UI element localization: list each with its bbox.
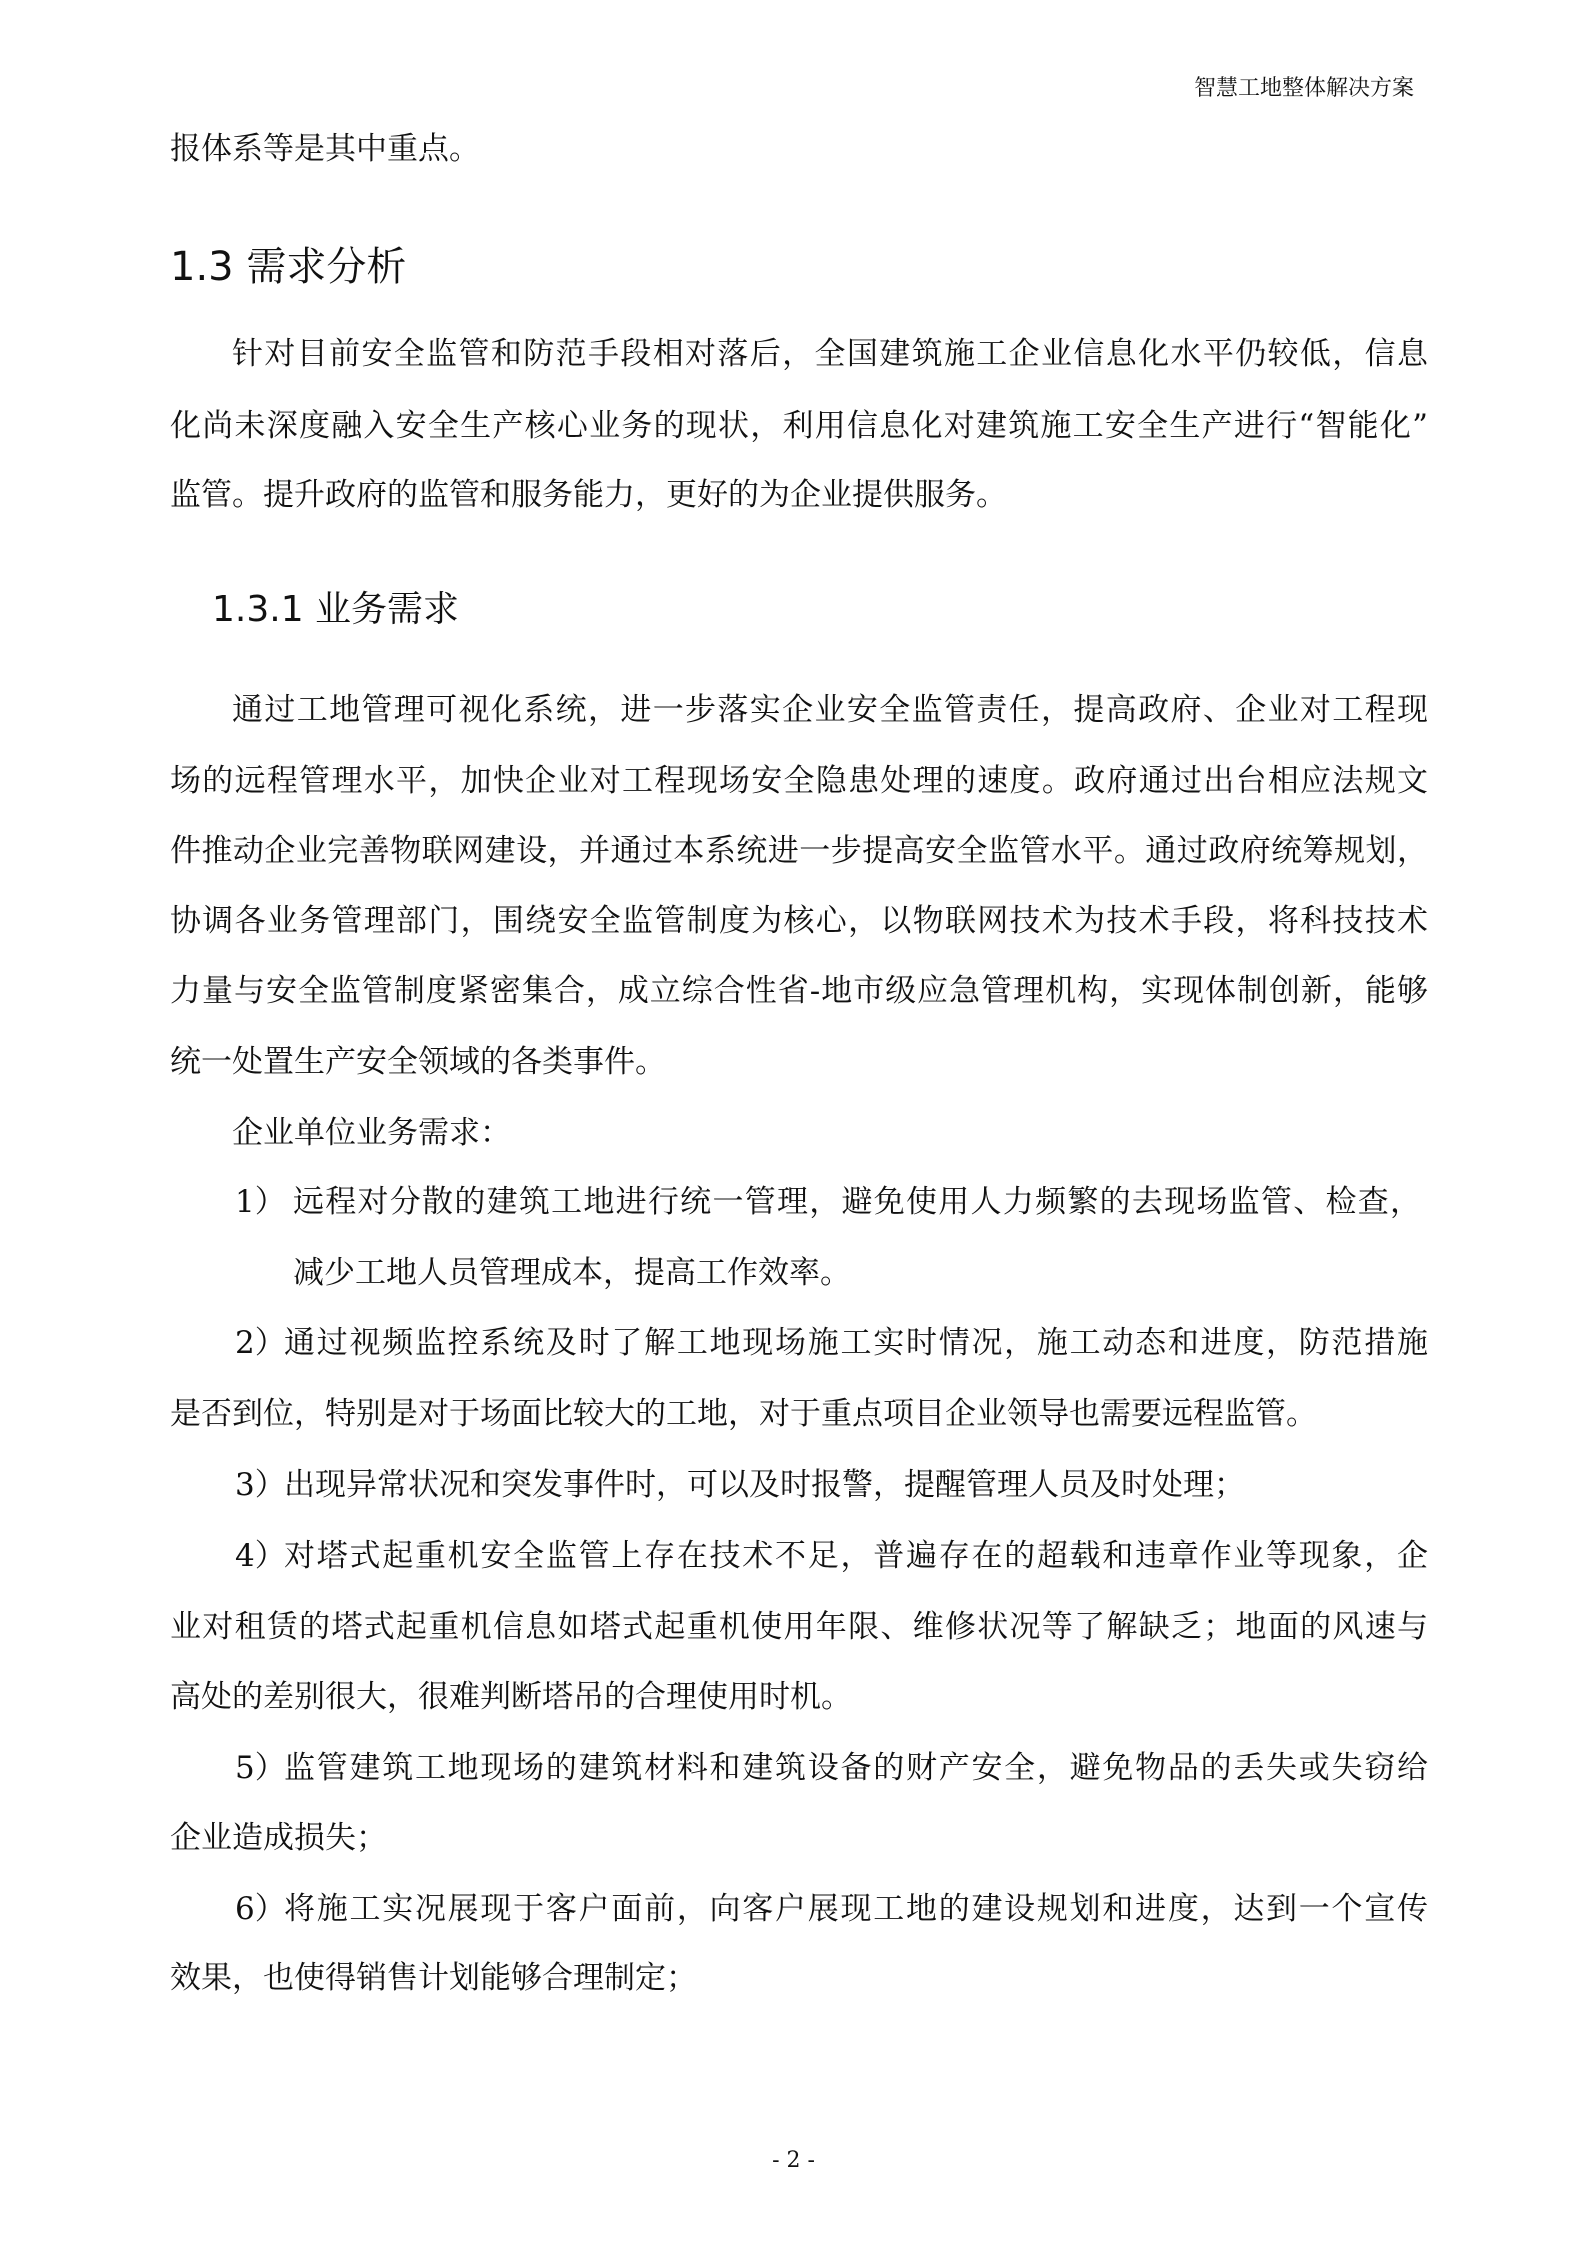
body-line: 监管。提升政府的监管和服务能力，更好的为企业提供服务。 (170, 477, 1007, 513)
list-item-line: 通过视频监控系统及时了解工地现场施工实时情况，施工动态和进度，防范措施 (284, 1325, 1428, 1361)
body-line: 化尚未深度融入安全生产核心业务的现状，利用信息化对建筑施工安全生产进行“智能化” (170, 408, 1428, 444)
list-item-line: 出现异常状况和突发事件时，可以及时报警，提醒管理人员及时处理； (284, 1467, 1245, 1503)
body-line: 协调各业务管理部门，围绕安全监管制度为核心，以物联网技术为技术手段，将科技技术 (170, 903, 1428, 939)
list-item-line: 减少工地人员管理成本，提高工作效率。 (293, 1255, 851, 1291)
list-item-line: 高处的差别很大，很难判断塔吊的合理使用时机。 (170, 1679, 852, 1715)
list-item-line: 企业造成损失； (170, 1820, 387, 1856)
body-line: 力量与安全监管制度紧密集合，成立综合性省-地市级应急管理机构，实现体制创新，能够 (170, 973, 1428, 1009)
list-title: 企业单位业务需求： (232, 1115, 511, 1151)
body-text: 报体系等是其中重点。 (170, 131, 480, 167)
list-item-line: 业对租赁的塔式起重机信息如塔式起重机使用年限、维修状况等了解缺乏；地面的风速与 (170, 1609, 1428, 1645)
body-line: 针对目前安全监管和防范手段相对落后，全国建筑施工企业信息化水平仍较低，信息 (232, 336, 1428, 372)
section-heading-1-3-1: 1.3.1 业务需求 (212, 589, 460, 630)
list-item-line: 将施工实况展现于客户面前，向客户展现工地的建设规划和进度，达到一个宣传 (284, 1891, 1428, 1927)
body-line: 件推动企业完善物联网建设，并通过本系统进一步提高安全监管水平。通过政府统筹规划， (170, 833, 1428, 869)
list-item-line: 对塔式起重机安全监管上存在技术不足，普遍存在的超载和违章作业等现象，企 (284, 1538, 1428, 1574)
list-number: 1） (235, 1184, 286, 1220)
list-item-line: 是否到位，特别是对于场面比较大的工地，对于重点项目企业领导也需要远程监管。 (170, 1396, 1317, 1432)
list-item-line: 监管建筑工地现场的建筑材料和建筑设备的财产安全，避免物品的丢失或失窃给 (284, 1750, 1428, 1786)
page-number: - 2 - (772, 2148, 815, 2173)
list-item-line: 远程对分散的建筑工地进行统一管理，避免使用人力频繁的去现场监管、检查， (293, 1184, 1421, 1220)
body-line: 统一处置生产安全领域的各类事件。 (170, 1044, 666, 1080)
list-number: 2） (235, 1325, 286, 1361)
list-number: 3） (235, 1467, 286, 1503)
list-number: 5） (235, 1750, 286, 1786)
list-item-line: 效果，也使得销售计划能够合理制定； (170, 1960, 697, 1996)
running-header: 智慧工地整体解决方案 (1193, 76, 1414, 101)
section-heading-1-3: 1.3 需求分析 (170, 244, 407, 290)
body-line: 场的远程管理水平，加快企业对工程现场安全隐患处理的速度。政府通过出台相应法规文 (170, 763, 1428, 799)
list-number: 4） (235, 1538, 286, 1574)
list-number: 6） (235, 1891, 286, 1927)
body-line: 通过工地管理可视化系统，进一步落实企业安全监管责任，提高政府、企业对工程现 (232, 692, 1428, 728)
